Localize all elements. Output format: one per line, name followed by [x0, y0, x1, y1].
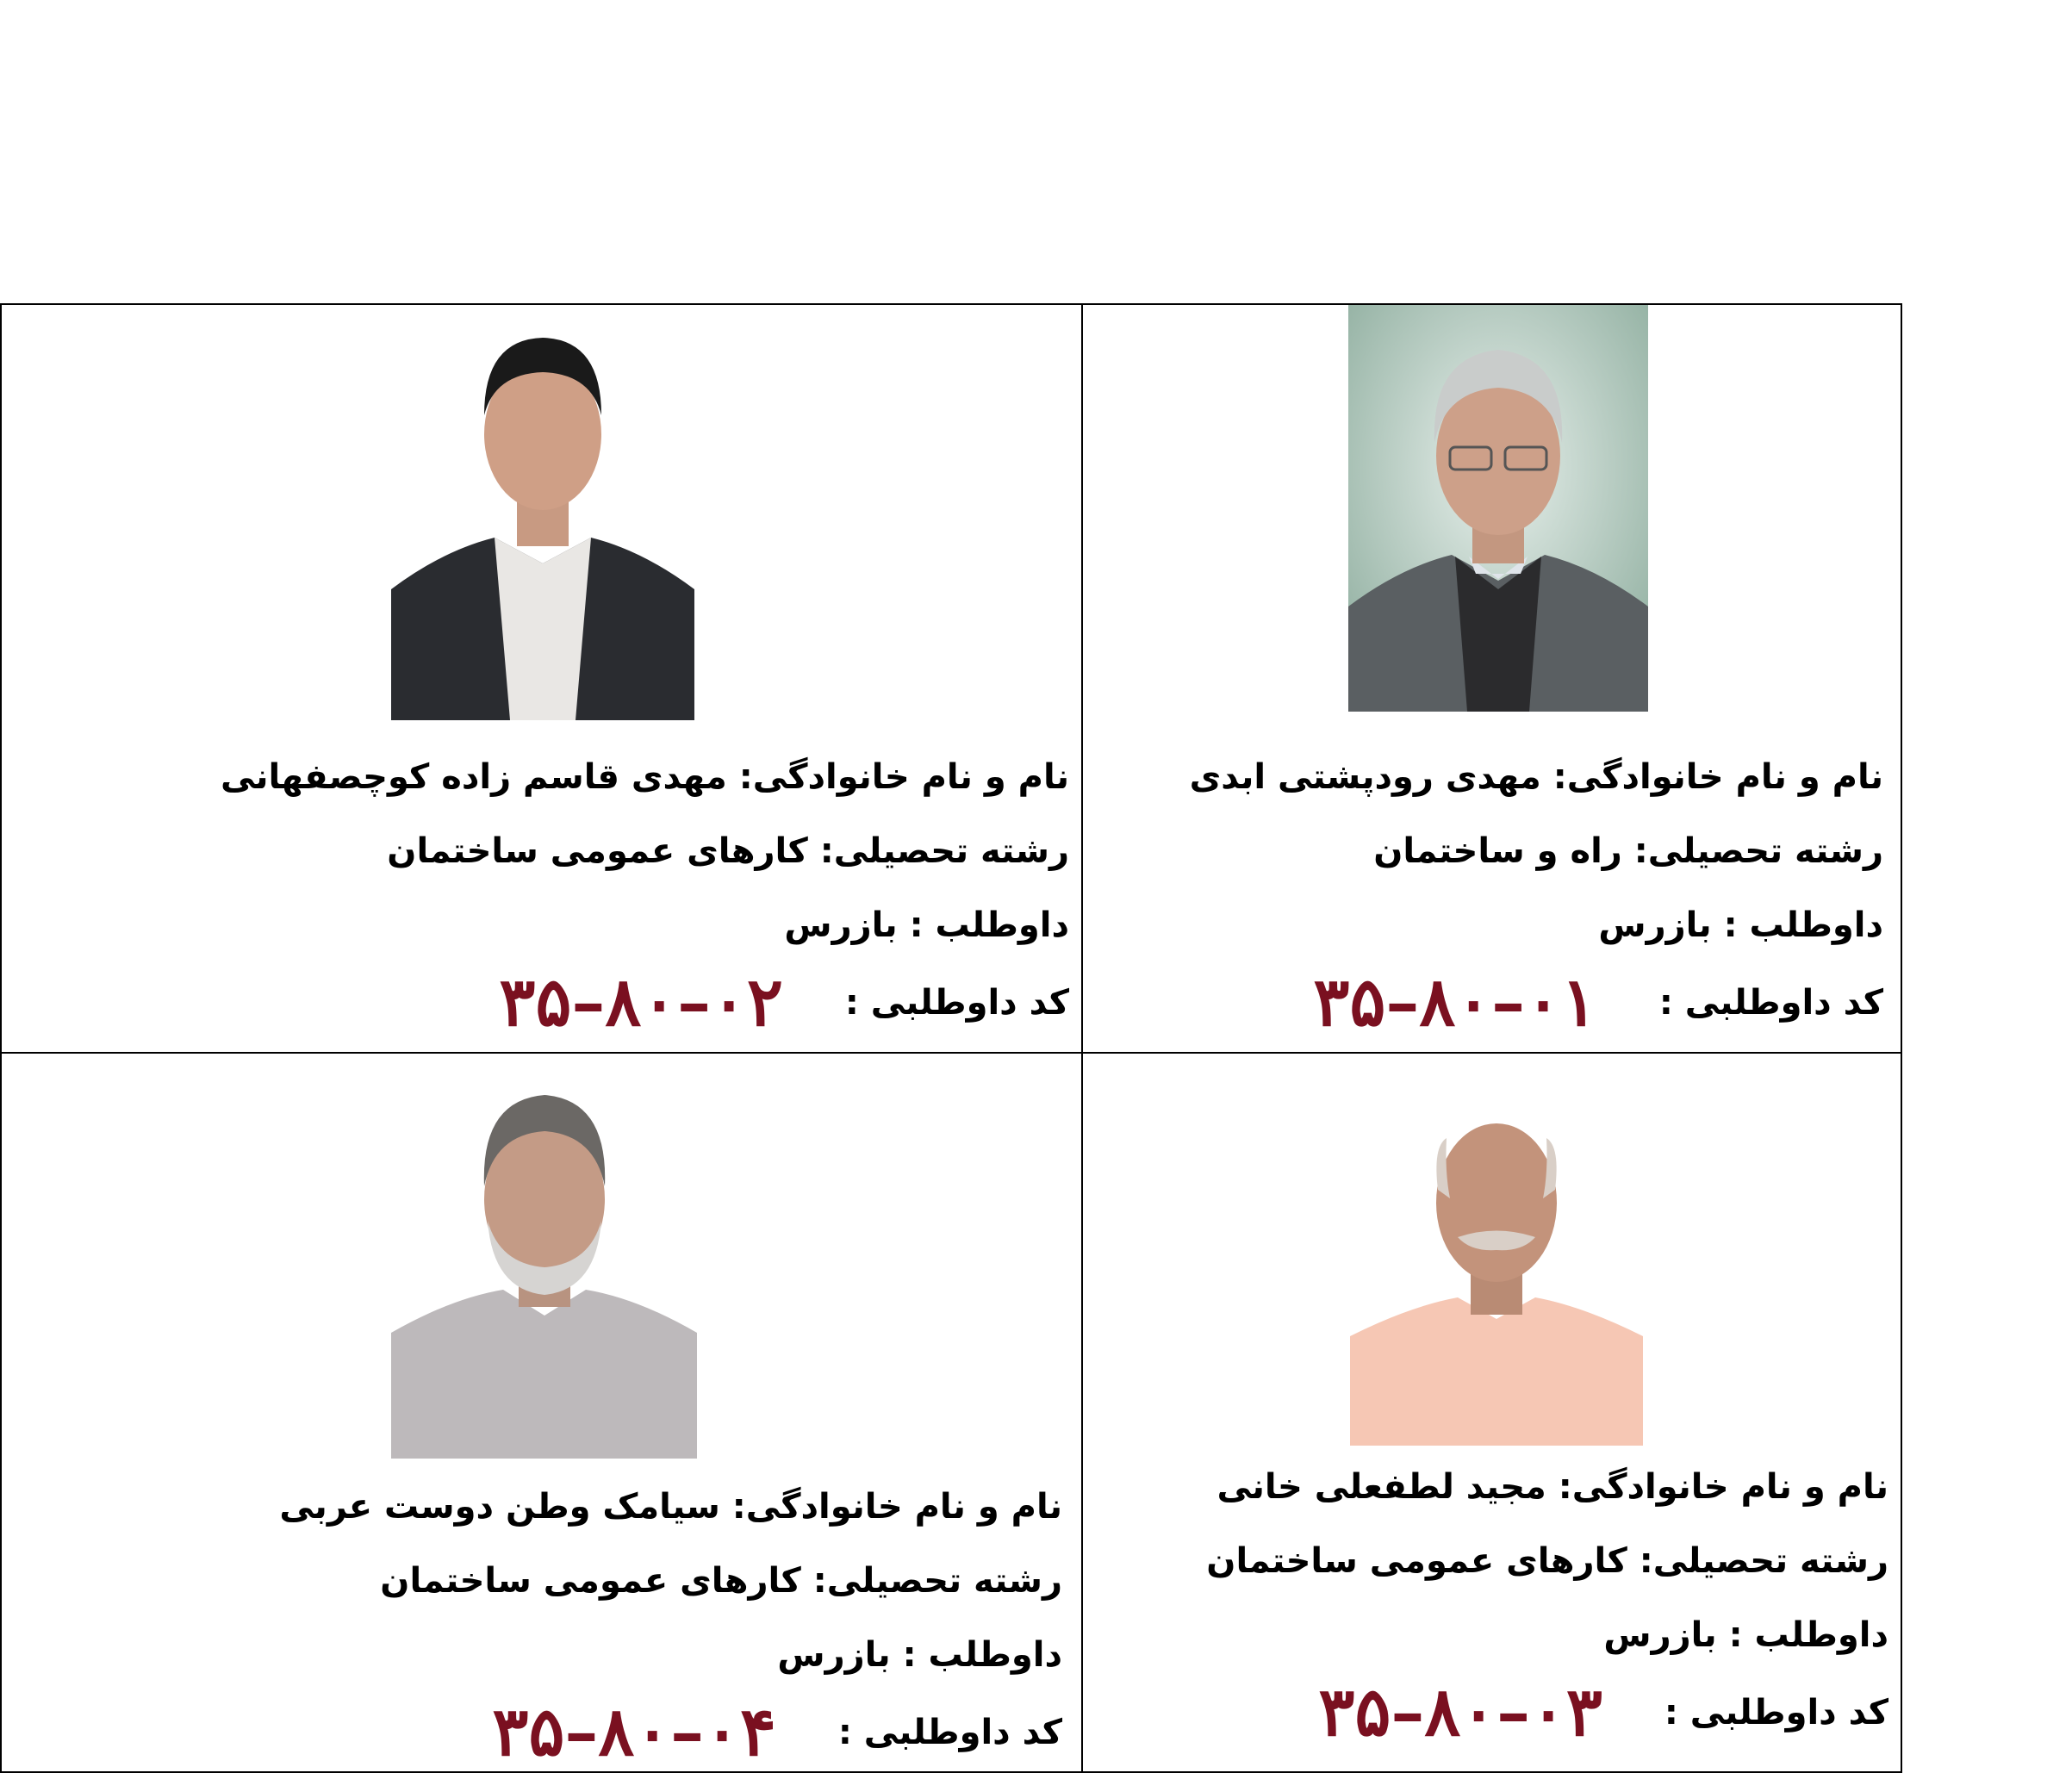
candidate-code-label-4: کد داوطلبی : [837, 1713, 1062, 1752]
candidate-field-4: رشته تحصیلی: کارهای عمومی ساختمان [380, 1561, 1062, 1601]
candidate-card-3 [1083, 1054, 1901, 1771]
candidate-code-label-3: کد داوطلبی : [1664, 1693, 1888, 1733]
candidate-info-3 [1206, 1450, 1888, 1750]
candidate-card-4 [2, 1054, 1083, 1771]
candidate-card-1 [1083, 305, 1901, 1054]
candidate-code-3: ۰۳–۸۰–۳۵ [1318, 1673, 1602, 1751]
candidate-code-2: ۰۲–۸۰–۳۵ [499, 963, 783, 1042]
candidate-name-3: نام و نام خانوادگی: مجید لطفعلی خانی [1216, 1467, 1888, 1507]
candidate-role-3: داوطلب : بازرس [1603, 1615, 1888, 1655]
candidate-info-1 [1190, 740, 1883, 1040]
candidate-photo-3 [1350, 1061, 1643, 1446]
candidate-code-label-2: کد داوطلبی : [844, 983, 1069, 1023]
candidate-code-row-4 [279, 1694, 1062, 1770]
candidate-field-3: رشته تحصیلی: کارهای عمومی ساختمان [1206, 1541, 1888, 1581]
candidate-photo-4 [391, 1057, 697, 1459]
candidate-card-2 [2, 305, 1083, 1054]
candidate-role-4: داوطلب : بازرس [777, 1635, 1062, 1675]
candidate-role-1: داوطلب : بازرس [1598, 905, 1883, 945]
candidate-code-row-3 [1206, 1674, 1888, 1750]
candidate-name-2: نام و نام خانوادگی: مهدی قاسم زاده کوچصفهانی [221, 757, 1069, 797]
candidate-code-row-2 [221, 964, 1069, 1040]
candidate-photo-1 [1348, 305, 1648, 712]
candidate-code-row-1 [1190, 964, 1883, 1040]
candidate-photo-2 [391, 305, 694, 720]
candidate-code-4: ۰۴–۸۰–۳۵ [492, 1693, 776, 1771]
candidate-code-1: ۰۱–۸۰–۳۵ [1313, 963, 1597, 1042]
candidate-name-1: نام و نام خانوادگی: مهدی رودپشتی ابدی [1189, 757, 1883, 797]
candidate-name-4: نام و نام خانوادگی: سیامک وطن دوست عربی [279, 1487, 1062, 1527]
candidate-field-1: رشته تحصیلی: راه و ساختمان [1373, 831, 1883, 871]
candidates-table [0, 303, 1902, 1773]
candidate-code-label-1: کد داوطلبی : [1658, 983, 1883, 1023]
candidate-field-2: رشته تحصیلی: کارهای عمومی ساختمان [387, 831, 1069, 871]
candidate-info-2 [221, 740, 1069, 1040]
candidate-info-4 [279, 1470, 1062, 1770]
candidate-role-2: داوطلب : بازرس [784, 905, 1069, 945]
